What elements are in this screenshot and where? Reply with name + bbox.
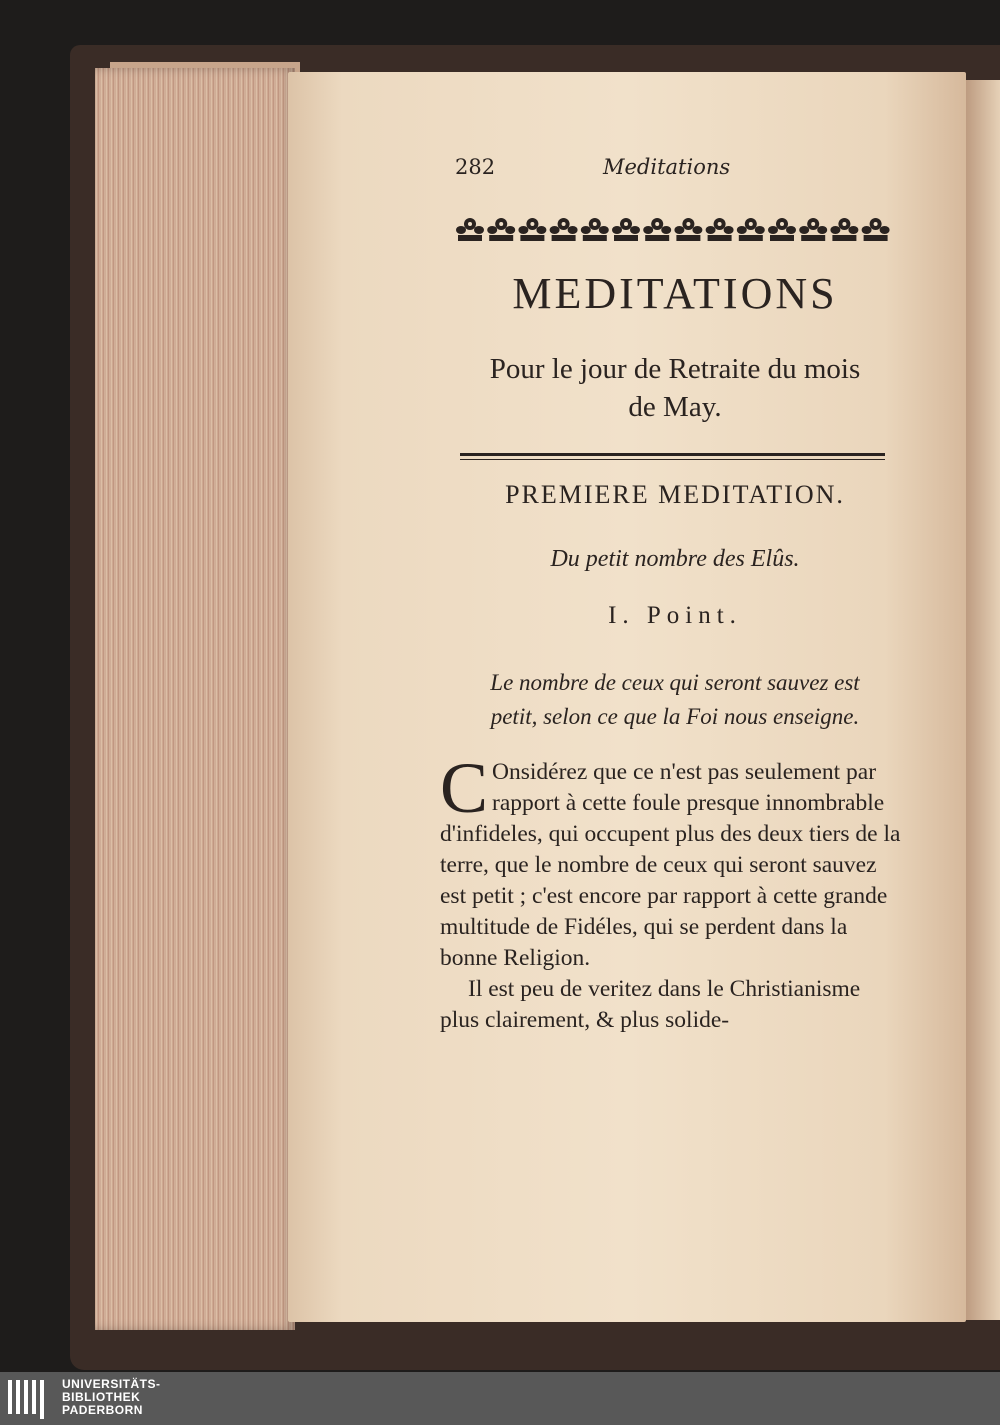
ornament-flower xyxy=(612,218,640,241)
ornament-flower xyxy=(830,218,858,241)
library-name-line: BIBLIOTHEK xyxy=(62,1390,141,1404)
ornament-flower xyxy=(706,218,734,241)
ornament-flower xyxy=(456,218,484,241)
point-heading: I. Point. xyxy=(608,602,742,629)
library-logo-icon xyxy=(6,1378,46,1420)
library-name-line: PADERBORN xyxy=(62,1403,143,1417)
library-name xyxy=(62,1378,161,1417)
library-footer xyxy=(0,1372,1000,1425)
subtitle-line: de May. xyxy=(628,391,722,423)
ornament-flower xyxy=(674,218,702,241)
paragraph xyxy=(440,748,902,974)
drop-cap: C xyxy=(440,748,489,828)
subtitle-line: Pour le jour de Retraite du mois xyxy=(489,353,861,385)
ornament-flower xyxy=(581,218,609,241)
page-title: MEDITATIONS xyxy=(512,269,838,318)
ornament-band xyxy=(455,212,897,246)
body-text xyxy=(440,748,902,1036)
ornament-flower xyxy=(487,218,515,241)
section-title: PREMIERE MEDITATION. xyxy=(505,480,845,509)
divider-rule-thin xyxy=(460,459,885,460)
facing-page-edge xyxy=(962,80,1000,1320)
running-head xyxy=(455,155,895,185)
library-name-line: UNIVERSITÄTS- xyxy=(62,1377,161,1391)
section-subtitle: Du petit nombre des Elûs. xyxy=(550,546,800,572)
paragraph: Il est peu de veritez dans le Christianisme plus clairement, & plus solide- xyxy=(440,976,861,1033)
page-edges xyxy=(95,68,295,1330)
paragraph-text: Onsidérez que ce n'est pas seulement par rapport à cette foule presque innombrable d'infideles, qui occupent plus des deux tiers de la terre, que le nombre de ceux qui seront sauvez est petit ; c'est encore par rapport à cette grande multitude de Fidéles, qui se perdent dans la bonne Religion. xyxy=(440,759,901,971)
page-number: 282 xyxy=(455,155,496,179)
ornament-flower xyxy=(550,218,578,241)
ornament-flower xyxy=(799,218,827,241)
ornament-flower xyxy=(737,218,765,241)
ornament-flower xyxy=(862,218,890,241)
divider-rule xyxy=(460,453,885,456)
subtitle xyxy=(435,350,915,426)
running-head-title: Meditations xyxy=(603,155,731,179)
ornament-flower xyxy=(768,218,796,241)
summary-line: Le nombre de ceux qui seront sauvez est xyxy=(490,670,860,695)
point-summary xyxy=(440,666,910,734)
ornament-flower xyxy=(643,218,671,241)
summary-line: petit, selon ce que la Foi nous enseigne. xyxy=(490,704,860,729)
ornament-flower xyxy=(518,218,546,241)
